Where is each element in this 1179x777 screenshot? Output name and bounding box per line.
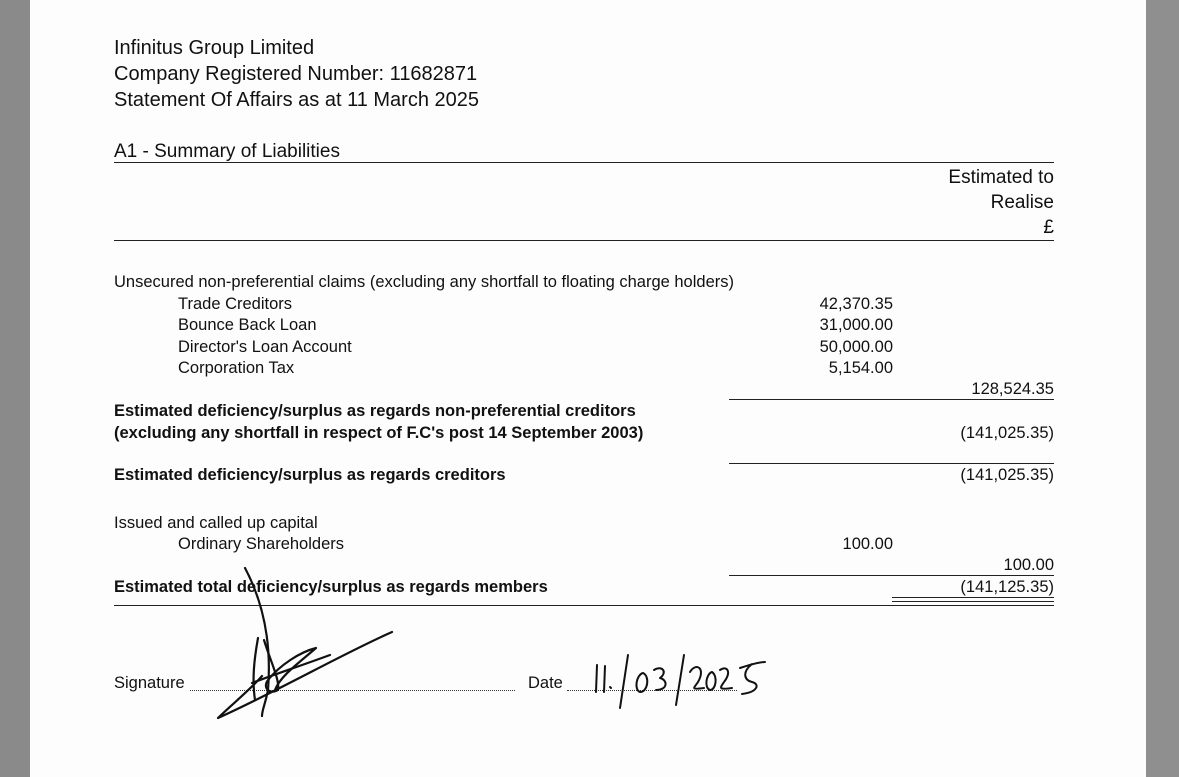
unsecured-total: 128,524.35	[971, 380, 1054, 398]
col-header-line1: Estimated to	[948, 167, 1054, 188]
handwritten-date	[596, 655, 765, 708]
item-amount-corporation-tax: 5,154.00	[828, 359, 893, 377]
item-label-trade-creditors: Trade Creditors	[178, 295, 293, 313]
item-label-directors-loan: Director's Loan Account	[178, 338, 352, 356]
item-label-bounce-back-loan: Bounce Back Loan	[178, 316, 317, 334]
deficiency-members-amount: (141,125.35)	[960, 578, 1054, 596]
statement-date: Statement Of Affairs as at 11 March 2025	[114, 89, 480, 111]
company-name: Infinitus Group Limited	[114, 37, 315, 59]
company-reg-number: Company Registered Number: 11682871	[114, 63, 478, 85]
col-header-currency: £	[1043, 217, 1054, 238]
deficiency-nonpref-line2: (excluding any shortfall in respect of F.C's post 14 September 2003)	[114, 424, 644, 442]
deficiency-members-label: Estimated total deficiency/surplus as regards members	[114, 578, 548, 596]
deficiency-creditors-amount: (141,025.35)	[960, 466, 1054, 484]
item-amount-directors-loan: 50,000.00	[819, 338, 893, 356]
col-header-line2: Realise	[990, 192, 1054, 213]
section-title: A1 - Summary of Liabilities	[114, 141, 340, 162]
capital-item-amount: 100.00	[842, 535, 893, 553]
item-amount-bounce-back-loan: 31,000.00	[819, 316, 893, 334]
unsecured-heading: Unsecured non-preferential claims (excluding any shortfall to floating charge holders)	[114, 273, 734, 291]
signature-scribble	[218, 568, 392, 718]
item-amount-trade-creditors: 42,370.35	[819, 295, 893, 313]
signature-label: Signature	[114, 674, 185, 692]
capital-heading: Issued and called up capital	[114, 514, 318, 532]
deficiency-nonpref-amount: (141,025.35)	[960, 424, 1054, 442]
deficiency-nonpref-line1: Estimated deficiency/surplus as regards non-preferential creditors	[114, 402, 636, 420]
deficiency-creditors-label: Estimated deficiency/surplus as regards creditors	[114, 466, 506, 484]
capital-item-label: Ordinary Shareholders	[178, 535, 344, 553]
capital-total: 100.00	[1003, 556, 1054, 574]
date-label: Date	[528, 674, 563, 692]
item-label-corporation-tax: Corporation Tax	[178, 359, 295, 377]
